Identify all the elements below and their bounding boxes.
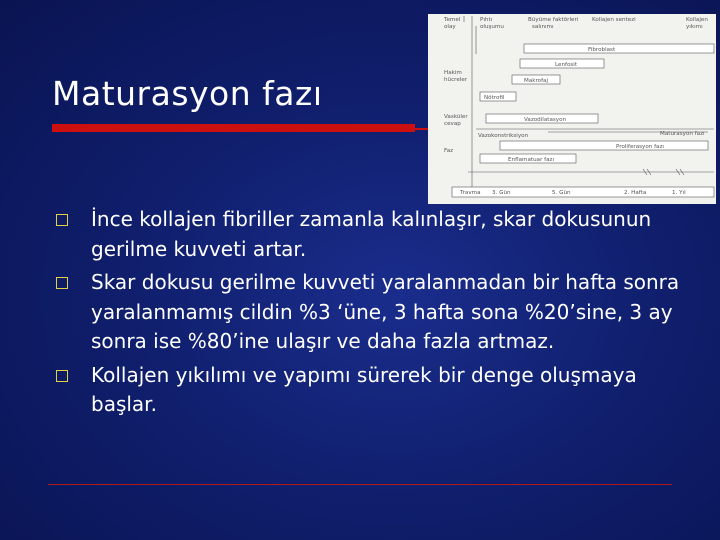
slide-title: Maturasyon fazı — [52, 74, 323, 113]
bullet-text: Skar dokusu gerilme kuvveti yaralanmadan bir hafta sonra yaralanmamış cildin %3 ‘üne, 3 hafta sona %20’sine, 3 ay sonra ise %80’ine ulaşır ve daha fazla artmaz. — [91, 270, 680, 353]
bottom-divider — [48, 484, 672, 485]
square-bullet-icon — [56, 370, 68, 382]
timeline-gun3: 3. Gün — [492, 190, 511, 196]
maturasyon-fazi-label: Maturasyon fazı — [660, 131, 705, 137]
notrofil-label: Nötrofil — [484, 95, 505, 101]
header-pihti-2: oluşumu — [480, 24, 504, 30]
row-hakim-2: hücreler — [444, 77, 468, 83]
wound-healing-diagram — [428, 14, 716, 204]
square-bullet-icon — [56, 214, 68, 226]
proliferasyon-fazi-label: Proliferasyon fazı — [616, 144, 664, 150]
header-kollajen-yikimi-1: Kollajen — [686, 17, 708, 23]
proliferasyon-box — [500, 141, 708, 150]
timeline-yil1: 1. Yıl — [672, 190, 686, 196]
bullet-text: Kollajen yıkılımı ve yapımı sürerek bir denge oluşmaya başlar. — [91, 362, 637, 416]
timeline-hafta2: 2. Hafta — [624, 190, 647, 196]
timeline-gun5: 5. Gün — [552, 190, 571, 196]
row-vaskuler-2: cevap — [444, 121, 461, 127]
makrofaj-label: Makrofaj — [524, 78, 549, 84]
row-vaskuler-1: Vasküler — [444, 114, 468, 120]
row-hakim-1: Hakim — [444, 70, 462, 76]
bullet-item — [56, 361, 696, 420]
bullet-list — [56, 205, 696, 424]
header-pihti-1: Pıhtı — [480, 17, 493, 23]
title-underline — [52, 124, 415, 132]
enflamatuar-fazi-label: Enflamatuar fazı — [508, 157, 555, 163]
header-temel-olay-1: Temel — [444, 17, 461, 23]
row-faz: Faz — [444, 148, 454, 154]
header-kollajen-yikimi-2: yıkımı — [686, 24, 703, 30]
fibroblast-box — [524, 44, 714, 53]
header-kollajen-sentezi: Kollajen sentezi — [592, 17, 636, 23]
header-temel-olay-2: olay — [444, 24, 456, 30]
bullet-item — [56, 268, 696, 357]
header-buyume-1: Büyüme faktörleri — [528, 17, 579, 23]
vazodilatasyon-label: Vazodilatasyon — [524, 117, 567, 123]
bullet-text: İnce kollajen fibriller zamanla kalınlaşır, skar dokusunun gerilme kuvveti artar. — [91, 207, 652, 261]
vazokonstriksiyon-label: Vazokonstriksiyon — [478, 133, 529, 139]
header-buyume-2: salınımı — [532, 24, 554, 30]
lenfosit-label: Lenfosit — [555, 62, 578, 68]
bullet-item — [56, 205, 696, 264]
wound-healing-phases-figure — [428, 14, 716, 204]
timeline-travma: Travma — [460, 190, 481, 196]
fibroblast-label: Fibroblast — [588, 47, 616, 53]
square-bullet-icon — [56, 277, 68, 289]
